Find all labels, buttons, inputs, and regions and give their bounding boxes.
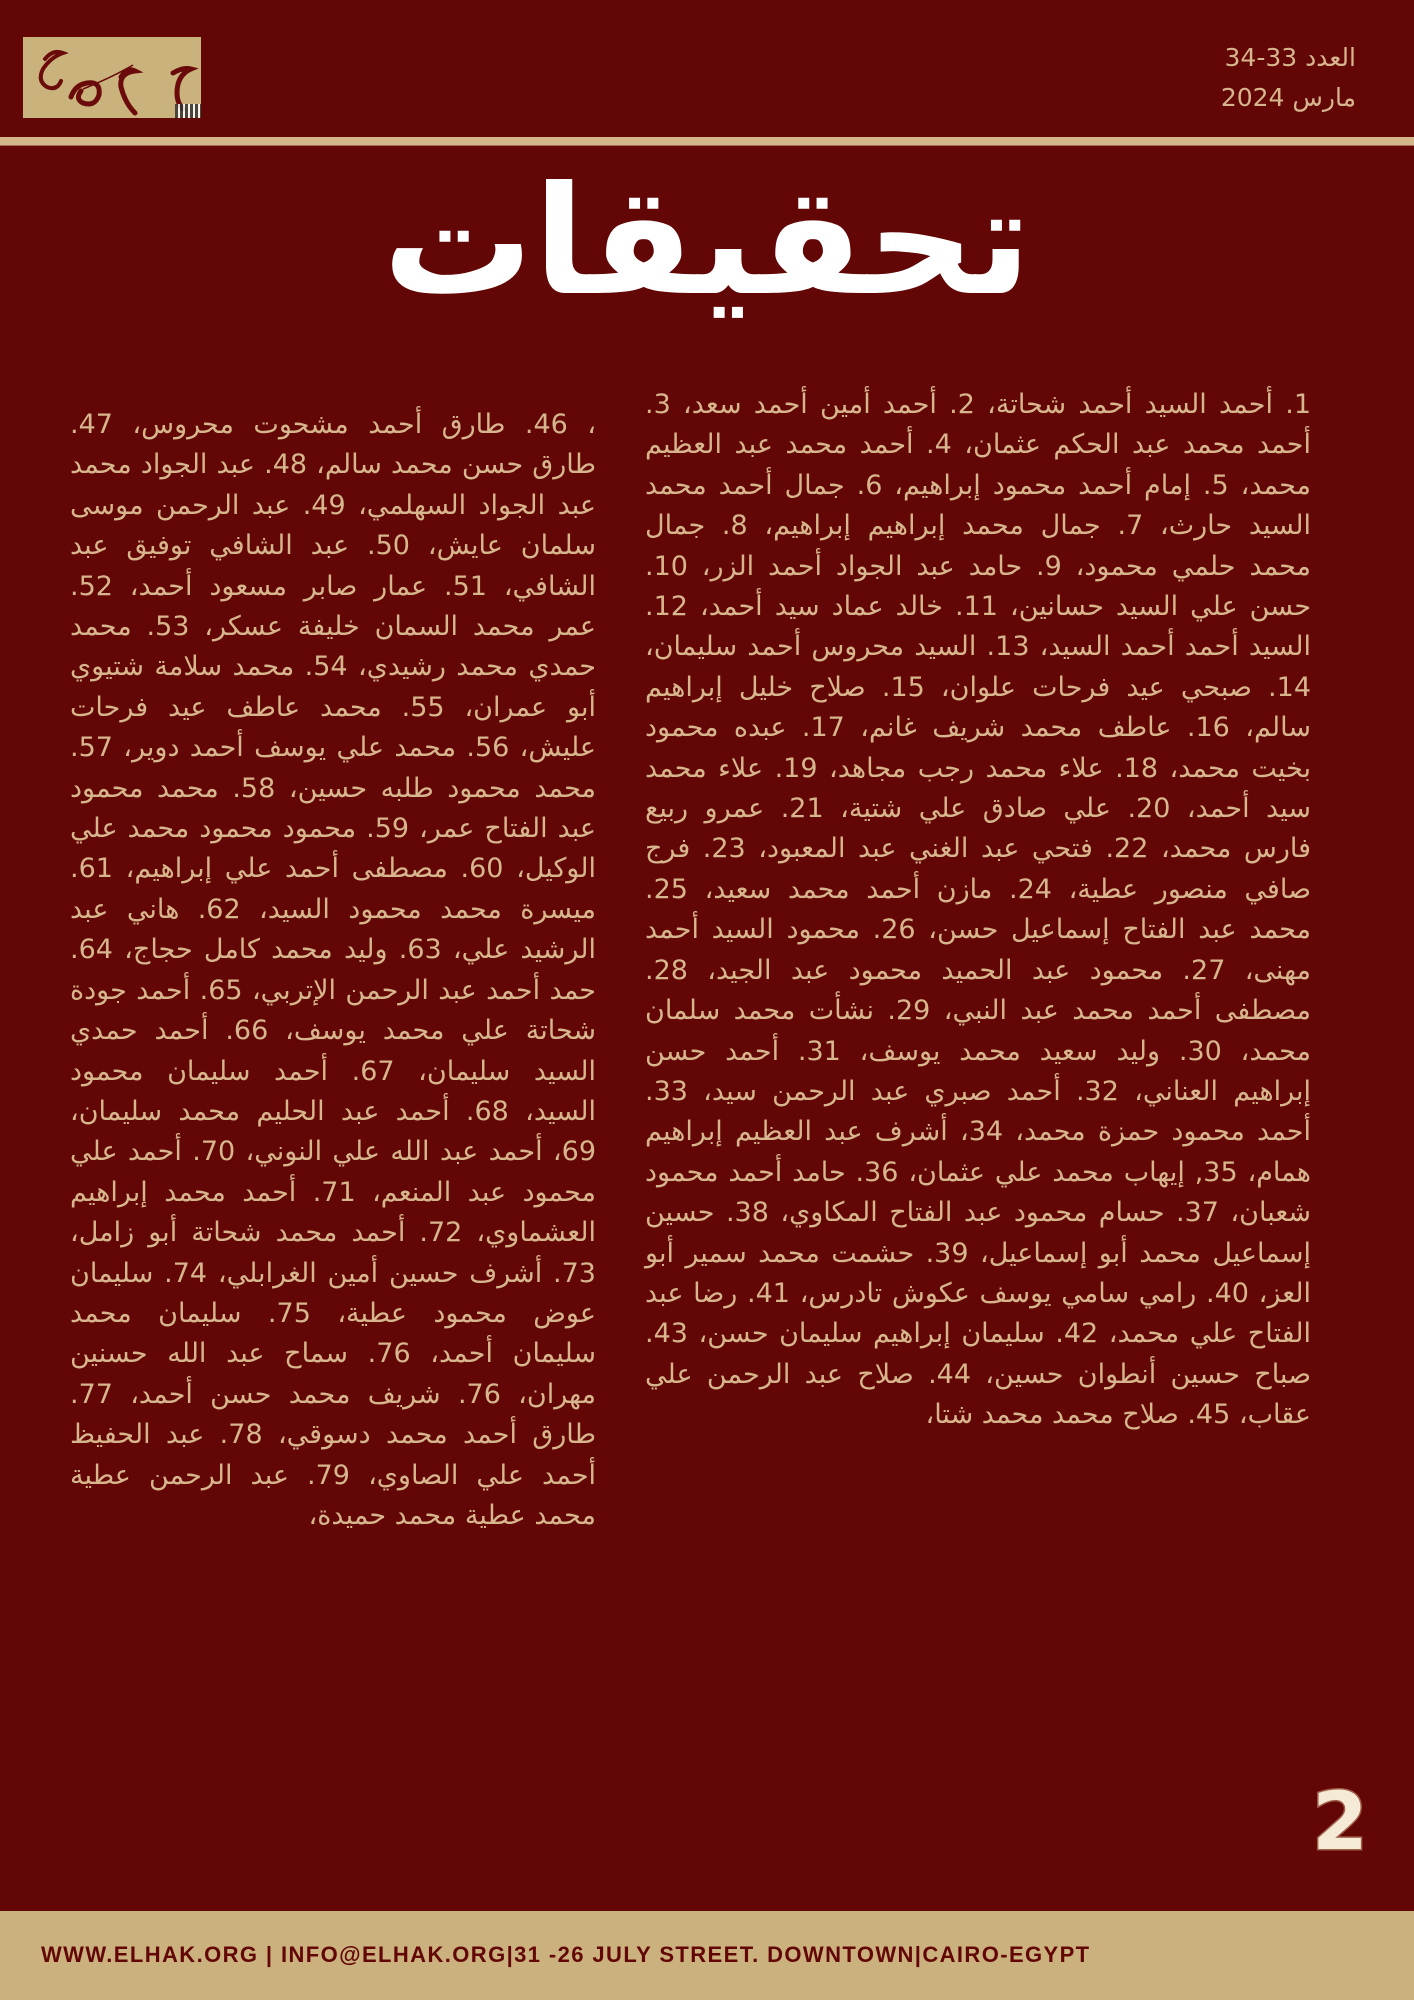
header-divider	[0, 137, 1414, 146]
publication-logo	[23, 37, 201, 118]
issue-info	[1221, 38, 1356, 118]
names-column-left: ، 46. طارق أحمد مشحوت محروس، 47. طارق حسن محمد سالم، 48. عبد الجواد محمد عبد الجواد السهلمي، 49. عبد الرحمن موسى سلمان عايش، 50. عبد الشافي توفيق عبد الشافي، 51. عمار صابر مسعود أحمد، 52. عمر محمد السمان خليفة عسكر، 53. محمد حمدي محمد رشيدي، 54. محمد سلامة شتيوي أبو عمران، 55. محمد عاطف عيد فرحات عليش، 56. محمد علي يوسف أحمد دوير، 57. محمد محمود طلبه حسين، 58. محمد محمود عبد الفتاح عمر، 59. محمود محمود محمد علي الوكيل، 60. مصطفى أحمد علي إبراهيم، 61. ميسرة محمد محمود السيد، 62. هاني عبد الرشيد علي، 63. وليد محمد كامل حجاج، 64. حمد أحمد عبد الرحمن الإتربي، 65. أحمد جودة شحاتة علي محمد يوسف، 66. أحمد حمدي السيد سليمان، 67. أحمد سليمان محمود السيد، 68. أحمد عبد الحليم محمد سليمان، 69، أحمد عبد الله علي النوني، 70. أحمد علي محمود عبد المنعم، 71. أحمد محمد إبراهيم العشماوي، 72. أحمد محمد شحاتة أبو زامل، 73. أشرف حسين أمين الغرابلي، 74. سليمان عوض محمود عطية، 75. سليمان محمد سليمان أحمد، 76. سماح عبد الله حسنين مهران، 76. شريف محمد حسن أحمد، 77. طارق أحمد محمد دسوقي، 78. عبد الحفيظ أحمد علي الصاوي، 79. عبد الرحمن عطية محمد عطية محمد حميدة،	[70, 409, 597, 1531]
issue-date: مارس 2024	[1220, 83, 1356, 112]
footer-contact-text: WWW.ELHAK.ORG | INFO@ELHAK.ORG|31 -26 JULY STREET. DOWNTOWN|CAIRO-EGYPT	[41, 1942, 1091, 1967]
page-title: تحقيقات	[382, 155, 1032, 329]
issue-number: العدد 33-34	[1224, 43, 1356, 72]
qr-code-icon	[175, 104, 201, 118]
footer-bar	[0, 1911, 1414, 2000]
page-number: 2	[1312, 1775, 1368, 1868]
names-column-right: 1. أحمد السيد أحمد شحاتة، 2. أحمد أمين أحمد سعد، 3. أحمد محمد عبد الحكم عثمان، 4. أحمد محمد عبد العظيم محمد، 5. إمام أحمد محمود إبراهيم، 6. جمال أحمد محمد السيد حارث، 7. جمال محمد إبراهيم إبراهيم، 8. جمال محمد حلمي محمود، 9. حامد عبد الجواد أحمد الزر، 10. حسن علي السيد حسانين، 11. خالد عماد سيد أحمد، 12. السيد أحمد أحمد السيد، 13. السيد محروس أحمد سليمان، 14. صبحي عيد فرحات علوان، 15. صلاح خليل إبراهيم سالم، 16. عاطف محمد شريف غانم، 17. عبده محمود بخيت محمد، 18. علاء محمد رجب مجاهد، 19. علاء محمد سيد أحمد، 20. علي صادق علي شتية، 21. عمرو ربيع فارس محمد، 22. فتحي عبد الغني عبد المعبود، 23. فرج صافي منصور عطية، 24. مازن أحمد محمد سعيد، 25. محمد عبد الفتاح إسماعيل حسن، 26. محمود السيد أحمد مهنى، 27. محمود عبد الحميد محمود عبد الجيد، 28. مصطفى أحمد محمد عبد النبي، 29. نشأت محمد سلمان محمد، 30. وليد سعيد محمد يوسف، 31. أحمد حسن إبراهيم العناني، 32. أحمد صبري عبد الرحمن سيد، 33. أحمد محمود حمزة محمد، 34، أشرف عبد العظيم إبراهيم همام، 35, إيهاب محمد علي عثمان، 36. حامد أحمد محمود شعبان، 37. حسام محمود عبد الفتاح المكاوي، 38. حسين إسماعيل محمد أبو إسماعيل، 39. حشمت محمد سمير أبو العز، 40. رامي سامي يوسف عكوش تادرس، 41. رضا عبد الفتاح علي محمد، 42. سليمان إبراهيم سليمان حسن، 43. صباح حسين أنطوان حسين، 44. صلاح عبد الرحمن علي عقاب، 45. صلاح محمد محمد شتا،	[645, 389, 1312, 1431]
